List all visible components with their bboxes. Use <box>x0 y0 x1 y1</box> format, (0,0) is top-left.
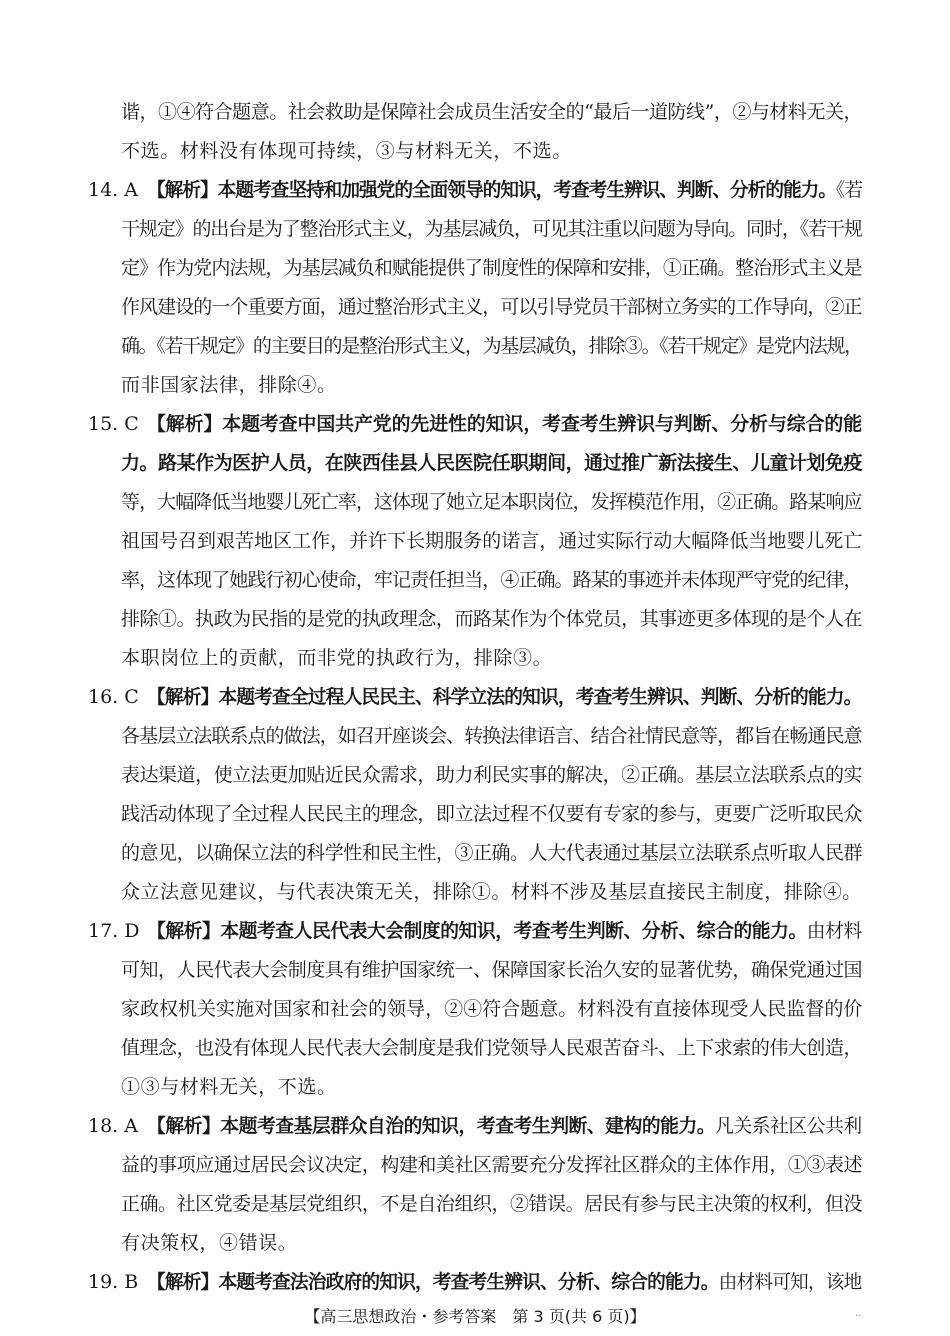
answer-18-line: 益的事项应通过居民会议决定，构建和美社区需要充分发挥社区群众的主体作用，①③表述 <box>121 1154 863 1176</box>
answer-18-line: 正确。社区党委是基层党组织，不是自治组织，②错误。居民有参与民主决策的权利，但没 <box>121 1193 863 1215</box>
answer-18-line: 有决策权，④错误。 <box>121 1232 298 1254</box>
intro-line-2: 不选。材料没有体现可持续，③与材料无关，不选。 <box>121 140 572 162</box>
answer-14-first-rest: 《若 <box>836 179 863 201</box>
answer-number-14: 14. A <box>88 179 138 201</box>
answer-16-line: 众立法意见建议，与代表决策无关，排除①。材料不涉及基层直接民主制度，排除④。 <box>121 881 862 903</box>
answer-14-label: 【解析】本题考查坚持和加强党的全面领导的知识，考查考生辨识、判断、分析的能力。 <box>147 179 837 201</box>
answer-number-16: 16. C <box>88 686 139 708</box>
answer-17-line: 值理念，也没有体现人民代表大会制度是我们党领导人民艰苦奋斗、上下求索的伟大创造， <box>121 1037 863 1059</box>
answer-14-line: 定》作为党内法规，为基层减负和赋能提供了制度性的保障和安排，①正确。整治形式主义是 <box>121 257 862 279</box>
answer-14-first-line <box>147 176 862 204</box>
answer-15-line: 祖国号召到艰苦地区工作，并许下长期服务的诺言，通过实际行动大幅降低当地婴儿死亡 <box>121 530 863 552</box>
answer-15-line: 本职岗位上的贡献，而非党的执政行为，排除③。 <box>121 647 553 669</box>
page-footer: 【高三思想政治・参考答案 第 3 页(共 6 页)】 <box>304 1307 646 1326</box>
answer-17-line: 家政权机关实施对国家和社会的领导，②④符合题意。材料没有直接体现受人民监督的价 <box>121 998 863 1020</box>
answer-17-first-line <box>147 917 862 945</box>
footer-dots: .. <box>855 1308 862 1319</box>
answer-15-first-line <box>147 410 862 438</box>
answer-17-first-rest: 由材料 <box>806 920 862 942</box>
answer-14-line: 确。《若干规定》的主要目的是整治形式主义，为基层减负，排除③。《若干规定》是党内法规， <box>121 335 862 357</box>
intro-line-1: 谐，①④符合题意。社会救助是保障社会成员生活安全的“最后一道防线”，②与材料无关， <box>121 101 863 123</box>
answer-15-line-bold: 力。路某作为医护人员，在陕西佳县人民医院任职期间，通过推广新法接生、儿童计划免疫 <box>121 452 863 474</box>
answer-16-first-line <box>147 683 862 711</box>
answer-15-line: 等，大幅降低当地婴儿死亡率，这体现了她立足本职岗位，发挥模范作用，②正确。路某响应 <box>121 491 862 513</box>
answer-14-line: 干规定》的出台是为了整治形式主义，为基层减负，可见其注重以问题为导向。同时，《若干规 <box>121 218 862 240</box>
answer-17-label: 【解析】本题考查人民代表大会制度的知识，考查考生判断、分析、综合的能力。 <box>147 920 807 942</box>
answer-14-line: 而非国家法律，排除④。 <box>121 374 337 396</box>
answer-16-line: 的意见，以确保立法的科学性和民主性，③正确。人大代表通过基层立法联系点听取人民群 <box>121 842 863 864</box>
answer-18-label: 【解析】本题考查基层群众自治的知识，考查考生判断、建构的能力。 <box>147 1115 716 1137</box>
answer-14-line: 作风建设的一个重要方面，通过整治形式主义，可以引导党员干部树立务实的工作导向，②正 <box>121 296 862 318</box>
answer-number-18: 18. A <box>88 1115 138 1137</box>
answer-15-line: 率，这体现了她践行初心使命，牢记责任担当，④正确。路某的事迹并未体现严守党的纪律， <box>121 569 862 591</box>
answer-15-label: 【解析】本题考查中国共产党的先进性的知识，考查考生辨识与判断、分析与综合的能 <box>147 413 863 435</box>
answer-16-label: 【解析】本题考查全过程人民民主、科学立法的知识，考查考生辨识、判断、分析的能力。 <box>147 686 862 708</box>
answer-18-first-rest: 凡关系社区公共利 <box>715 1115 862 1137</box>
answer-16-line: 表达渠道，使立法更加贴近民众需求，助力利民实事的解决，②正确。基层立法联系点的实 <box>121 764 863 786</box>
answer-19-first-line <box>147 1268 862 1296</box>
answer-16-line: 践活动体现了全过程人民民主的理念，即立法过程不仅要有专家的参与，更要广泛听取民众 <box>121 803 863 825</box>
answer-19-first-rest: 由材料可知，该地 <box>718 1271 862 1293</box>
answer-19-label: 【解析】本题考查法治政府的知识，考查考生辨识、分析、综合的能力。 <box>147 1271 719 1293</box>
answer-16-line: 各基层立法联系点的做法，如召开座谈会、转换法律语言、结合社情民意等，都旨在畅通民意 <box>121 725 862 747</box>
answer-15-line: 排除①。执政为民指的是党的执政理念，而路某作为个体党员，其事迹更多体现的是个人在 <box>121 608 863 630</box>
answer-number-17: 17. D <box>88 920 140 942</box>
answer-number-15: 15. C <box>88 413 139 435</box>
answer-17-line: 可知，人民代表大会制度具有维护国家统一、保障国家长治久安的显著优势，确保党通过国 <box>121 959 863 981</box>
answer-17-line: ①③与材料无关，不选。 <box>121 1076 337 1098</box>
answer-15-line <box>121 449 862 477</box>
answer-18-first-line <box>147 1112 862 1140</box>
answer-number-19: 19. B <box>88 1271 139 1293</box>
